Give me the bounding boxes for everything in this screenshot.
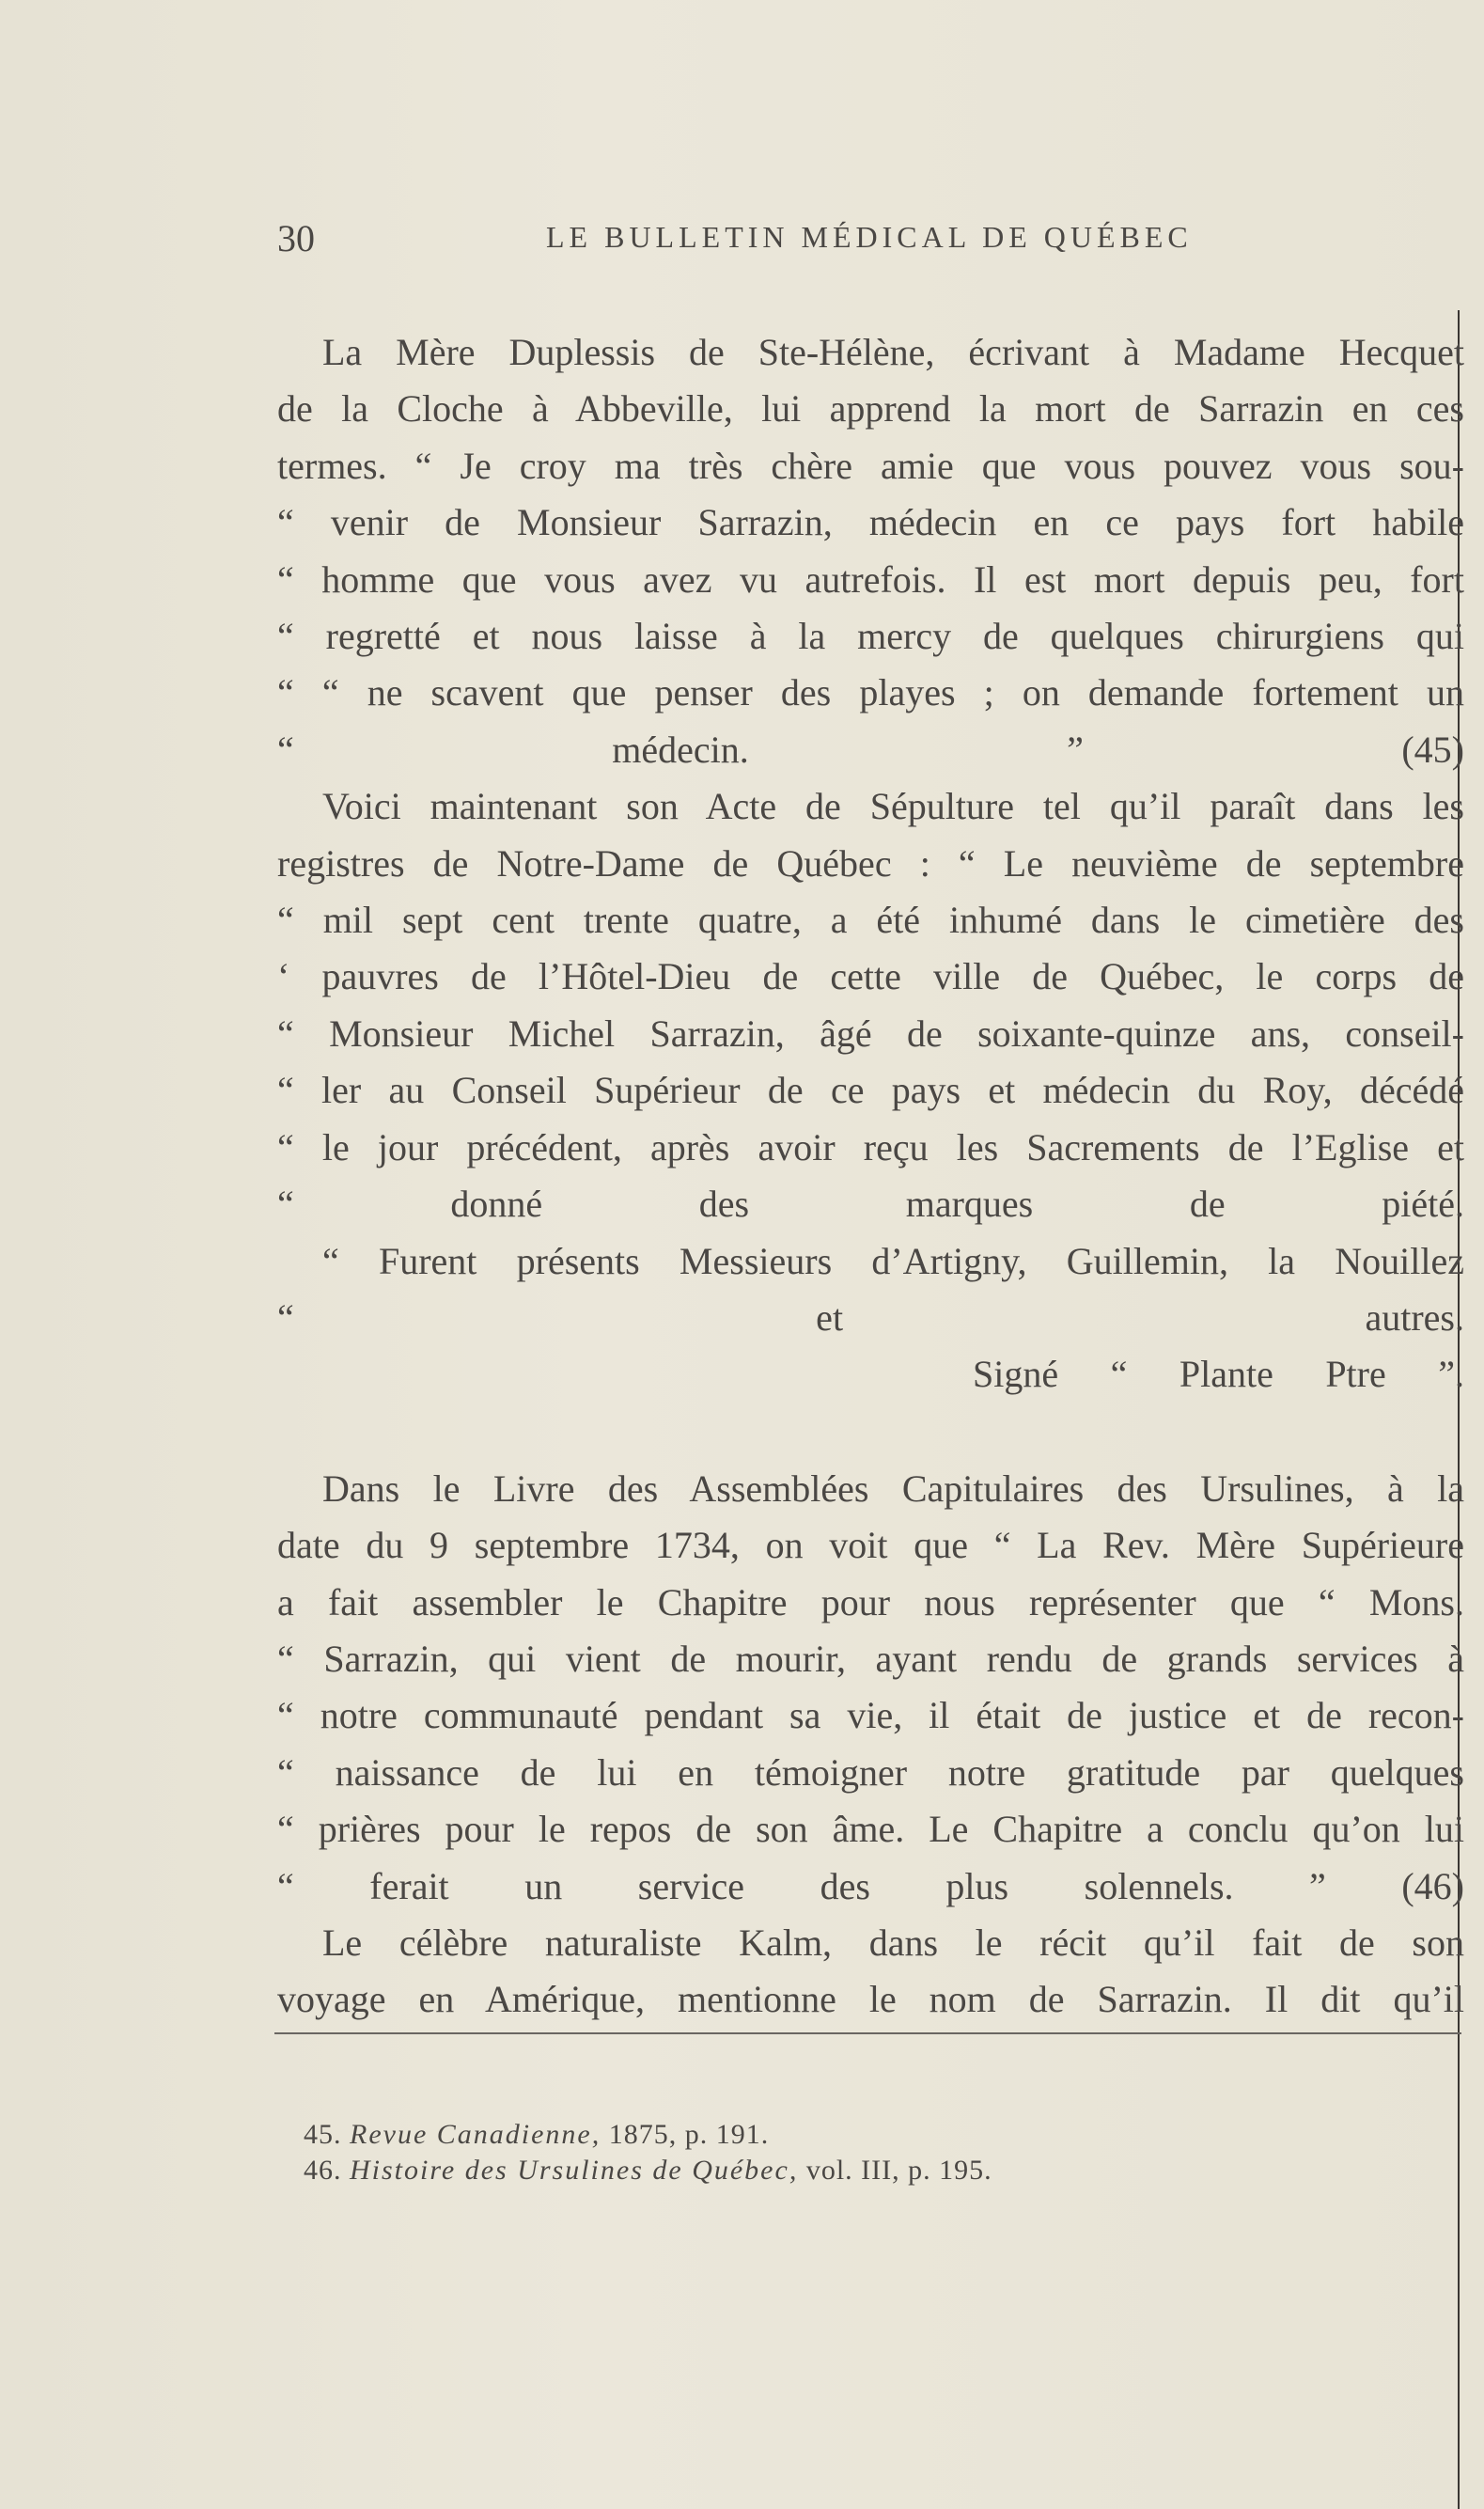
text-line: “ regretté et nous laisse à la mercy de quelques chirurgiens qui — [277, 615, 1464, 658]
text-line: de la Cloche à Abbeville, lui apprend la mort de Sarrazin en ces — [277, 387, 1464, 431]
text-line: “ venir de Monsieur Sarrazin, médecin en ce pays fort habile — [277, 501, 1464, 544]
text-line: date du 9 septembre 1734, on voit que “ La Rev. Mère Supérieure — [277, 1524, 1464, 1567]
text-line: termes. “ Je croy ma très chère amie que vous pouvez vous sou- — [277, 444, 1464, 487]
text-line: a fait assembler le Chapitre pour nous représenter que “ Mons. — [277, 1580, 1464, 1623]
paragraph-burial-record — [277, 778, 1464, 1232]
text-line: “ médecin. ” (45) — [277, 728, 1464, 771]
text-line: “ ferait un service des plus solennels. ” (46) — [277, 1864, 1464, 1907]
text-line: ‘ pauvres de l’Hôtel-Dieu de cette ville de Québec, le corps de — [277, 955, 1464, 998]
text-line: “ mil sept cent trente quatre, a été inhumé dans le cimetière des — [277, 899, 1464, 942]
text-line: “ Monsieur Michel Sarrazin, âgé de soixante-quinze ans, conseil- — [277, 1011, 1464, 1055]
footnote-rule — [274, 2032, 1461, 2034]
text-line: “ notre communauté pendant sa vie, il était de justice et de recon- — [277, 1694, 1464, 1737]
text-line: “ naissance de lui en témoigner notre gratitude par quelques — [277, 1750, 1464, 1794]
page-header — [277, 209, 1217, 265]
footnote-number: 45. — [304, 2119, 342, 2150]
paragraph-ursulines-chapter — [277, 1461, 1464, 1915]
text-line: registres de Notre-Dame de Québec : “ Le neuvième de septembre — [277, 841, 1464, 885]
footnote-title: Revue Canadienne, — [350, 2119, 601, 2150]
signature-line: Signé “ Plante Ptre ”. — [973, 1353, 1464, 1396]
footnote-number: 46. — [304, 2155, 342, 2186]
paragraph-signature — [277, 1346, 1464, 1403]
text-line: “ le jour précédent, après avoir reçu les Sacrements de l’Eglise et — [277, 1125, 1464, 1168]
paragraph-duplessis-letter — [277, 324, 1464, 778]
footnote-reference: vol. III, p. 195. — [798, 2155, 992, 2186]
text-line: “ ler au Conseil Supérieur de ce pays et médecin du Roy, décédé — [277, 1069, 1464, 1112]
text-line: “ Sarrazin, qui vient de mourir, ayant rendu de grands services à — [277, 1637, 1464, 1680]
text-line: Voici maintenant son Acte de Sépulture tel qu’il paraît dans les — [322, 785, 1464, 828]
running-title: LE BULLETIN MÉDICAL DE QUÉBEC — [546, 220, 1193, 254]
text-line: “ et autres. — [277, 1295, 1464, 1339]
body-text — [277, 324, 1464, 2029]
text-line: Dans le Livre des Assemblées Capitulaires des Ursulines, à la — [322, 1466, 1464, 1510]
footnote-45 — [304, 2117, 1337, 2153]
text-line: “ Furent présents Messieurs d’Artigny, Guillemin, la Nouillez — [322, 1239, 1464, 1282]
paragraph-spacer — [277, 1403, 1464, 1461]
page-number: 30 — [277, 217, 315, 259]
text-line: “ prières pour le repos de son âme. Le Chapitre a conclu qu’on lui — [277, 1808, 1464, 1851]
text-line: “ homme que vous avez vu autrefois. Il est mort depuis peu, fort — [277, 557, 1464, 601]
footnotes — [304, 2117, 1337, 2188]
footnote-reference: 1875, p. 191. — [601, 2119, 770, 2150]
text-line: voyage en Amérique, mentionne le nom de Sarrazin. Il dit qu’il — [277, 1978, 1464, 2021]
footnote-title: Histoire des Ursulines de Québec, — [350, 2155, 799, 2186]
footnote-46 — [304, 2153, 1337, 2188]
text-line: La Mère Duplessis de Ste-Hélène, écrivant à Madame Hecquet — [322, 331, 1464, 373]
text-line: “ “ ne scavent que penser des playes ; on demande fortement un — [277, 671, 1464, 714]
text-line: “ donné des marques de piété. — [277, 1183, 1464, 1226]
text-line: Le célèbre naturaliste Kalm, dans le récit qu’il fait de son — [322, 1921, 1464, 1964]
paragraph-witnesses — [277, 1233, 1464, 1347]
paragraph-kalm — [277, 1915, 1464, 2029]
